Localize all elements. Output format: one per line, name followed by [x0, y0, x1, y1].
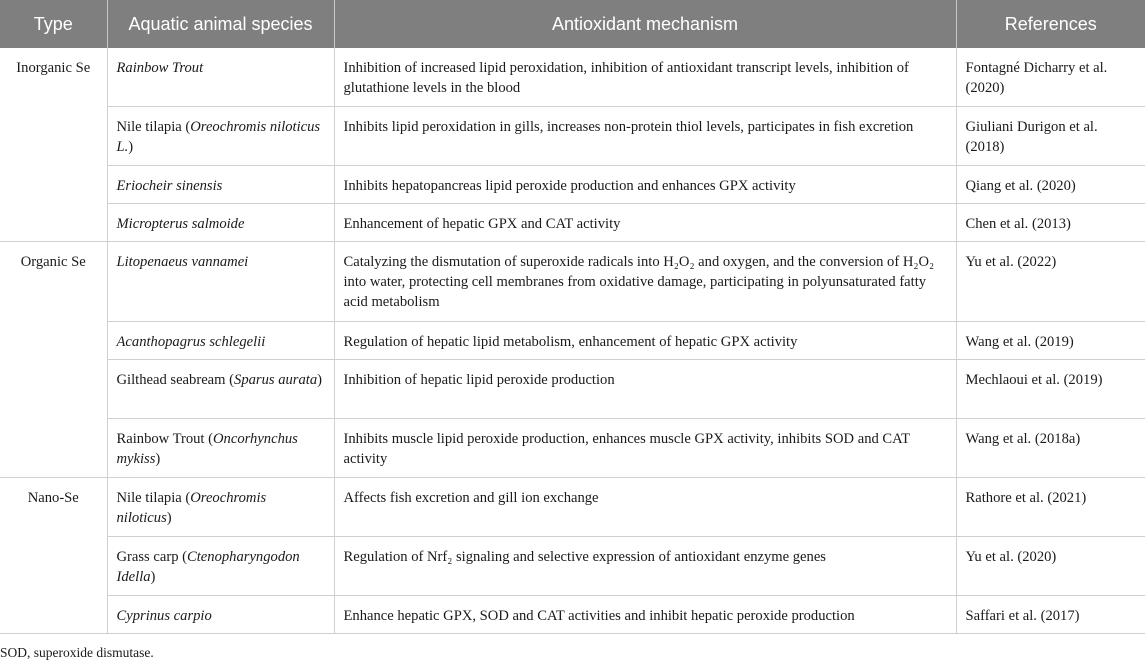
table-row: [0, 536, 1145, 595]
mechanism-cell: Inhibition of increased lipid peroxidation, inhibition of antioxidant transcript levels, inhibition of glutathione levels in the blood: [334, 48, 956, 106]
reference-cell: Giuliani Durigon et al. (2018): [956, 106, 1145, 165]
species-cell: [107, 203, 334, 241]
species-text: Cyprinus carpio: [116, 607, 212, 624]
species-text: Ctenopharyngodon Idella: [116, 548, 300, 585]
species-cell: [107, 321, 334, 359]
table-row: [0, 241, 1145, 321]
table-row: [0, 595, 1145, 633]
table-row: [0, 48, 1145, 106]
reference-cell: Chen et al. (2013): [956, 203, 1145, 241]
mechanism-cell: Regulation of Nrf₂ signaling and selective expression of antioxidant enzyme genes: [334, 536, 956, 595]
species-text: Litopenaeus vannamei: [116, 253, 249, 270]
species-text: Acanthopagrus schlegelii: [116, 333, 266, 350]
species-text: Sparus aurata: [234, 371, 318, 388]
species-text: ): [317, 371, 323, 388]
reference-cell: Fontagné Dicharry et al. (2020): [956, 48, 1145, 106]
header-species: Aquatic animal species: [107, 0, 334, 48]
mechanism-cell: Regulation of hepatic lipid metabolism, enhancement of hepatic GPX activity: [334, 321, 956, 359]
table-row: [0, 321, 1145, 359]
table-body: [0, 48, 1145, 633]
mechanism-cell: Catalyzing the dismutation of superoxide radicals into H₂O₂ and oxygen, and the conversion of H₂O₂ into water, protecting cell membranes from oxidative damage, participating in polyunsaturated fatty acid metabolism: [334, 241, 956, 321]
species-cell: [107, 48, 334, 106]
reference-cell: Saffari et al. (2017): [956, 595, 1145, 633]
mechanism-cell: Enhance hepatic GPX, SOD and CAT activities and inhibit hepatic peroxide production: [334, 595, 956, 633]
species-text: Oreochromis niloticus: [116, 489, 267, 526]
species-text: Oreochromis niloticus L.: [116, 118, 321, 155]
species-cell: [107, 165, 334, 203]
species-cell: [107, 595, 334, 633]
species-cell: [107, 536, 334, 595]
mechanism-cell: Inhibition of hepatic lipid peroxide production: [334, 359, 956, 418]
species-text: ): [150, 568, 156, 585]
reference-cell: Rathore et al. (2021): [956, 477, 1145, 536]
species-text: Rainbow Trout: [116, 60, 204, 76]
mechanism-cell: Enhancement of hepatic GPX and CAT activity: [334, 203, 956, 241]
reference-cell: Yu et al. (2020): [956, 536, 1145, 595]
species-text: Grass carp (: [116, 548, 188, 565]
header-references: References: [956, 0, 1145, 48]
species-text: ): [155, 450, 161, 467]
species-text: ): [166, 509, 172, 526]
mechanism-cell: Inhibits hepatopancreas lipid peroxide production and enhances GPX activity: [334, 165, 956, 203]
table-row: [0, 477, 1145, 536]
header-mechanism: Antioxidant mechanism: [334, 0, 956, 48]
table-row: [0, 418, 1145, 477]
species-text: Oncorhynchus mykiss: [116, 430, 298, 467]
mechanism-cell: Affects fish excretion and gill ion exchange: [334, 477, 956, 536]
table-footnote: SOD, superoxide dismutase.: [0, 645, 154, 660]
reference-cell: Yu et al. (2022): [956, 241, 1145, 321]
type-cell: Organic Se: [0, 241, 107, 477]
species-text: Eriocheir sinensis: [116, 177, 223, 194]
mechanism-cell: Inhibits muscle lipid peroxide production, enhances muscle GPX activity, inhibits SOD and CAT activity: [334, 418, 956, 477]
type-cell: Nano-Se: [0, 477, 107, 633]
species-cell: [107, 359, 334, 418]
species-text: Micropterus salmoide: [116, 215, 245, 232]
mechanism-cell: Inhibits lipid peroxidation in gills, increases non-protein thiol levels, participates in fish excretion: [334, 106, 956, 165]
table-row: [0, 165, 1145, 203]
species-cell: [107, 106, 334, 165]
table-row: [0, 359, 1145, 418]
species-text: Gilthead seabream (: [116, 371, 235, 388]
species-text: Rainbow Trout (: [116, 430, 213, 447]
species-cell: [107, 418, 334, 477]
species-text: Nile tilapia (: [116, 489, 191, 506]
table-row: [0, 203, 1145, 241]
header-type: Type: [0, 0, 107, 48]
table-header: [0, 0, 1145, 48]
species-text: ): [128, 138, 134, 155]
reference-cell: Qiang et al. (2020): [956, 165, 1145, 203]
reference-cell: Mechlaoui et al. (2019): [956, 359, 1145, 418]
species-text: Nile tilapia (: [116, 118, 191, 135]
species-cell: [107, 477, 334, 536]
reference-cell: Wang et al. (2019): [956, 321, 1145, 359]
species-cell: [107, 241, 334, 321]
reference-cell: Wang et al. (2018a): [956, 418, 1145, 477]
type-cell: Inorganic Se: [0, 48, 107, 241]
table-row: [0, 106, 1145, 165]
